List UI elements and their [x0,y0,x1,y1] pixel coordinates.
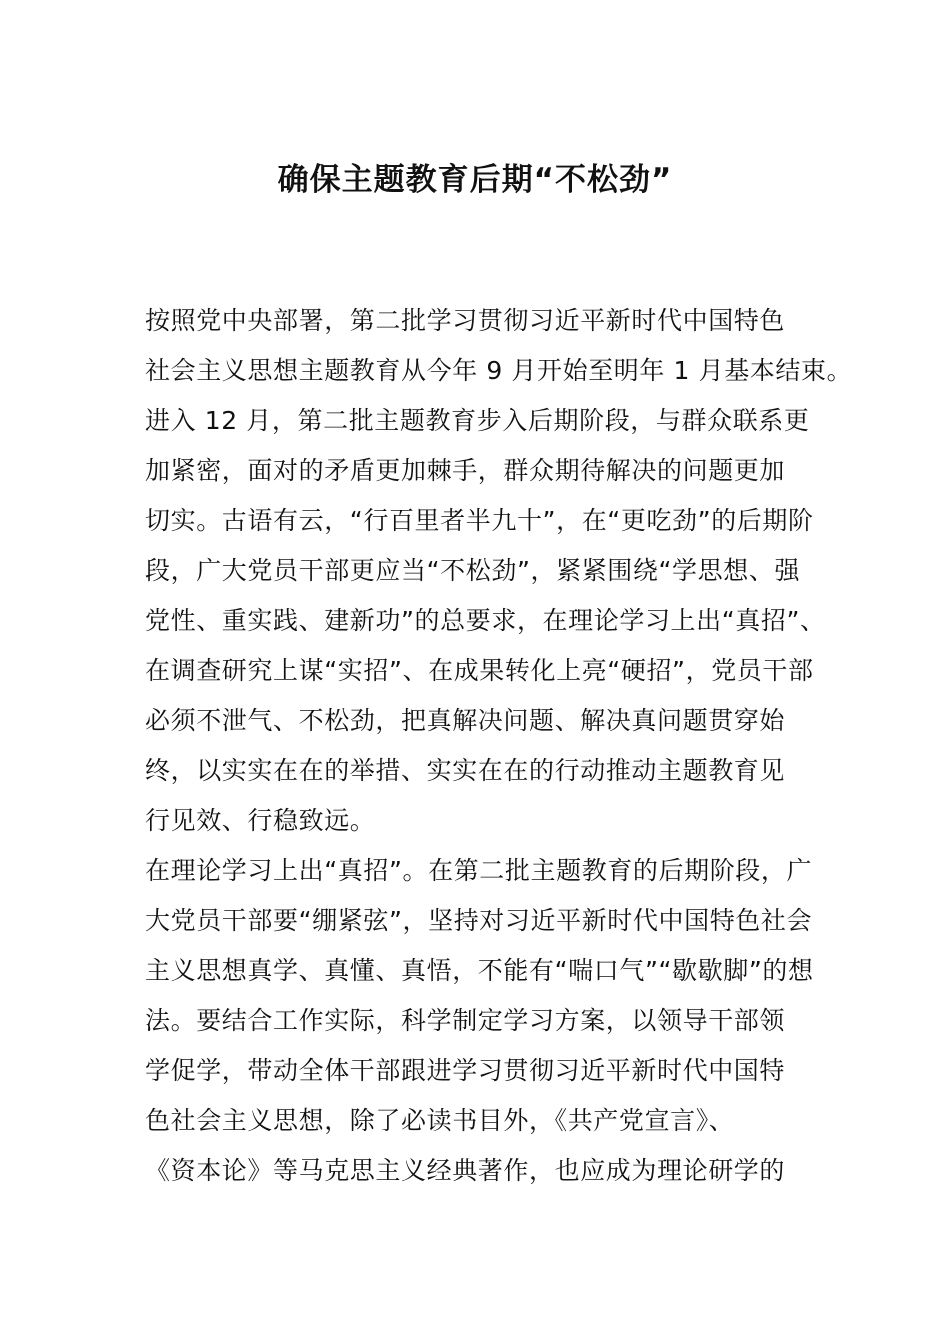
body-line: 法。要结合工作实际，科学制定学习方案，以领导干部领 [145,1006,786,1035]
body-line: 大党员干部要“绷紧弦”，坚持对习近平新时代中国特色社会 [145,906,813,935]
document-title: 确保主题教育后期“不松劲” [277,162,673,198]
body-line: 在理论学习上出“真招”。在第二批主题教育的后期阶段，广 [145,856,813,885]
body-line: 行见效、行稳致远。 [145,806,376,835]
body-line: 学促学，带动全体干部跟进学习贯彻习近平新时代中国特 [145,1056,786,1085]
body-line: 必须不泄气、不松劲，把真解决问题、解决真问题贯穿始 [145,706,786,735]
body-line: 段，广大党员干部更应当“不松劲”，紧紧围绕“学思想、强 [145,556,801,585]
body-line: 《资本论》等马克思主义经典著作，也应成为理论研学的 [145,1156,786,1185]
body-line: 主义思想真学、真懂、真悟，不能有“喘口气”“歇歇脚”的想 [145,956,814,985]
body-line: 党性、重实践、建新功”的总要求，在理论学习上出“真招”、 [145,606,826,635]
body-line: 终，以实实在在的举措、实实在在的行动推动主题教育见 [145,756,786,785]
body-line: 切实。古语有云，“行百里者半九十”，在“更吃劲”的后期阶 [145,506,814,535]
body-line: 加紧密，面对的矛盾更加棘手，群众期待解决的问题更加 [145,456,786,485]
document-body [145,296,853,1196]
body-line: 在调查研究上谋“实招”、在成果转化上亮“硬招”，党员干部 [145,656,814,685]
body-line: 进入 12 月，第二批主题教育步入后期阶段，与群众联系更 [145,406,810,435]
body-line: 色社会主义思想，除了必读书目外，《共产党宣言》、 [145,1106,735,1135]
body-line: 按照党中央部署，第二批学习贯彻习近平新时代中国特色 [145,306,786,335]
body-line: 社会主义思想主题教育从今年 9 月开始至明年 1 月基本结束。 [145,356,853,385]
